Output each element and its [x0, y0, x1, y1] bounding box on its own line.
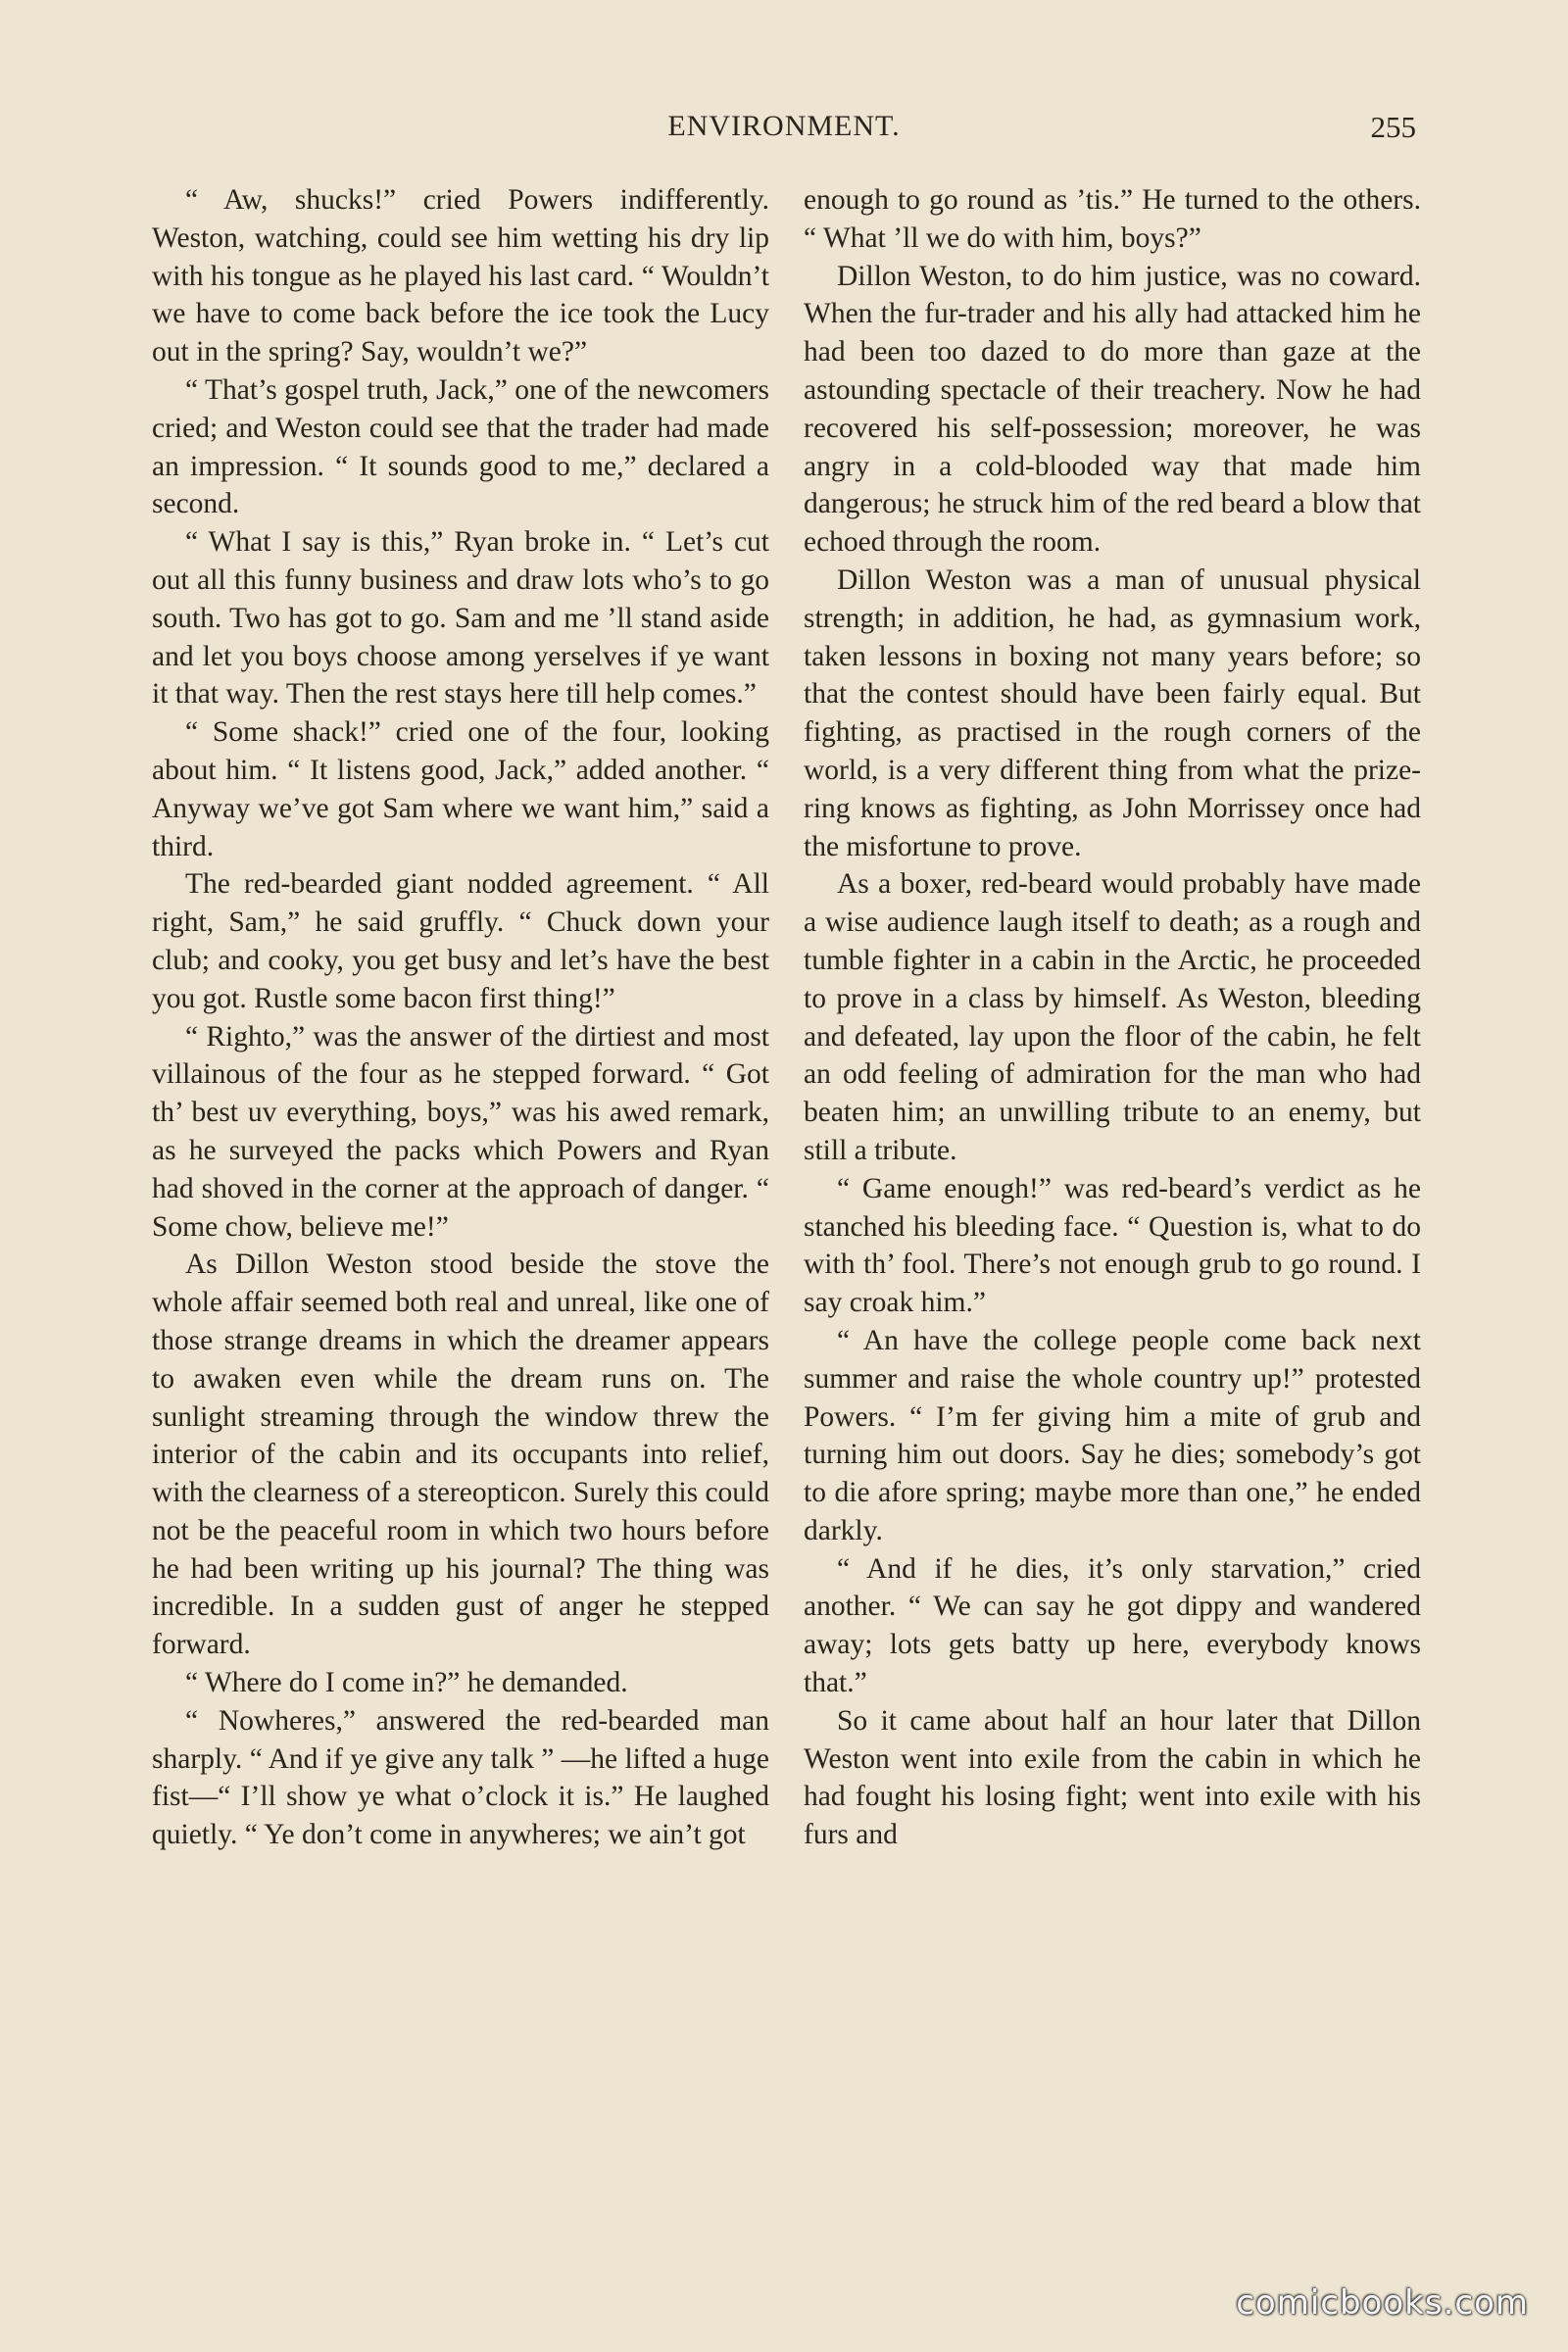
paragraph: “ Some shack!” cried one of the four, looking about him. “ It listens good, Jack,” added another. “ Anyway we’ve got Sam where we want him,” said a third.	[152, 716, 769, 862]
running-head: ENVIRONMENT.	[667, 110, 901, 142]
paragraph: “ Nowheres,” answered the red-bearded man sharply. “ And if ye give any talk ” —he lifted a huge fist—“ I’ll show ye what o’clock it is.” He laughed quietly. “ Ye don’t come in anywheres; we ain’t got	[152, 1704, 769, 1851]
paragraph: enough to go round as ’tis.” He turned to the others. “ What ’ll we do with him, boys?”	[804, 184, 1421, 254]
left-column	[152, 181, 769, 1854]
paragraph: “ Righto,” was the answer of the dirtiest and most villainous of the four as he stepped forward. “ Got th’ best uv everything, boys,” was his awed remark, as he surveyed the packs which Powers and Ryan had shoved in the corner at the approach of danger. “ Some chow, believe me!”	[152, 1020, 769, 1243]
paragraph: “ Game enough!” was red-beard’s verdict as he stanched his bleeding face. “ Question is, what to do with th’ fool. There’s not enough grub to go round. I say croak him.”	[804, 1172, 1421, 1319]
paragraph: “ Where do I come in?” he demanded.	[185, 1667, 628, 1699]
page-header	[152, 110, 1416, 159]
paragraph: “ That’s gospel truth, Jack,” one of the newcomers cried; and Weston could see that the trader had made an impression. “ It sounds good to me,” declared a second.	[152, 373, 769, 520]
page-number: 255	[1370, 110, 1416, 144]
paragraph: “ And if he dies, it’s only starvation,” cried another. “ We can say he got dippy and wandered away; lots gets batty up here, everybody knows that.”	[804, 1552, 1421, 1699]
paragraph: Dillon Weston was a man of unusual physical strength; in addition, he had, as gymnasium work, taken lessons in boxing not many years before; so that the contest should have been fairly equal. But fighting, as practised in the rough corners of the world, is a very different thing from what the prize-ring knows as fighting, as John Morrissey once had the misfortune to prove.	[804, 564, 1421, 862]
paragraph: “ Aw, shucks!” cried Powers indifferently. Weston, watching, could see him wetting his dry lip with his tongue as he played his last card. “ Wouldn’t we have to come back before the ice took the Lucy out in the spring? Say, wouldn’t we?”	[152, 184, 769, 368]
paragraph: “ An have the college people come back next summer and raise the whole country up!” protested Powers. “ I’m fer giving him a mite of grub and turning him out doors. Say he dies; somebody’s got to die afore spring; maybe more than one,” he ended darkly.	[804, 1324, 1421, 1546]
paragraph: As a boxer, red-beard would probably have made a wise audience laugh itself to death; as a rough and tumble fighter in a cabin in the Arctic, he proceeded to prove in a class by himself. As Weston, bleeding and defeated, lay upon the floor of the cabin, he felt an odd feeling of admiration for the man who had beaten him; an unwilling tribute to an enemy, but still a tribute.	[804, 868, 1421, 1166]
paragraph: Dillon Weston, to do him justice, was no coward. When the fur-trader and his ally had attacked him he had been too dazed to do more than gaze at the astounding spectacle of their treachery. Now he had recovered his self-possession; moreover, he was angry in a cold-blooded way that made him dangerous; he struck him of the red beard a blow that echoed through the room.	[804, 260, 1421, 559]
paragraph: As Dillon Weston stood beside the stove the whole affair seemed both real and unreal, like one of those strange dreams in which the dreamer appears to awaken even while the dream runs on. The sunlight streaming through the window threw the interior of the cabin and its occupants into relief, with the clearness of a stereopticon. Surely this could not be the peaceful room in which two hours before he had been writing up his journal? The thing was incredible. In a sudden gust of anger he stepped forward.	[152, 1249, 769, 1661]
right-column	[804, 181, 1421, 1854]
paragraph: The red-bearded giant nodded agreement. “ All right, Sam,” he said gruffly. “ Chuck down your club; and cooky, you get busy and let’s have the best you got. Rustle some bacon first thing!”	[152, 868, 769, 1014]
watermark-logo: comicbooks.com	[1236, 2283, 1529, 2323]
paragraph: So it came about half an hour later that Dillon Weston went into exile from the cabin in which he had fought his losing fight; went into exile with his furs and	[804, 1704, 1421, 1851]
paragraph: “ What I say is this,” Ryan broke in. “ Let’s cut out all this funny business and draw lots who’s to go south. Two has got to go. Sam and me ’ll stand aside and let you boys choose among yerselves if ye want it that way. Then the rest stays here till help comes.”	[152, 526, 769, 710]
